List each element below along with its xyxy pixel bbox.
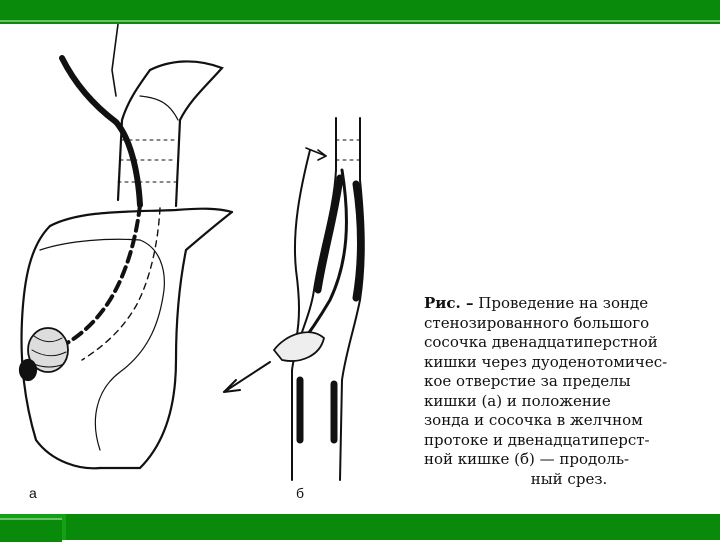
- caption-line-1: [424, 294, 714, 314]
- caption-lead: Рис. –: [424, 294, 474, 312]
- caption-line-3: сосочка двенадцатиперстной: [424, 333, 658, 351]
- caption-line-9: ной кишке (б) — продоль-: [424, 450, 630, 468]
- top-bar-stripe: [0, 20, 720, 22]
- caption-line-5: кое отверстие за пределы: [424, 372, 631, 390]
- caption-line-4: кишки через дуоденотомичес-: [424, 352, 668, 371]
- caption-line-text: Проведение на зонде: [478, 294, 649, 312]
- figure-caption: [424, 294, 714, 489]
- caption-line-8: протоке и двенадцатиперст-: [424, 430, 650, 449]
- caption-last-line: ный срез.: [530, 469, 608, 488]
- panel-a-label: а: [29, 485, 37, 501]
- caption-line-2: стенозированного большого: [424, 313, 650, 332]
- bottom-green-bar: [0, 514, 720, 540]
- caption-line-6: кишки (а) и положение: [424, 391, 611, 410]
- panel-b-drawing: [224, 118, 364, 480]
- caption-line-7: зонда и сосочка в желчном: [424, 411, 643, 429]
- panel-a-drawing: [20, 24, 232, 468]
- bottom-bar-inner: [0, 518, 62, 542]
- panel-b-label: б: [296, 485, 305, 501]
- top-green-bar: [0, 0, 720, 24]
